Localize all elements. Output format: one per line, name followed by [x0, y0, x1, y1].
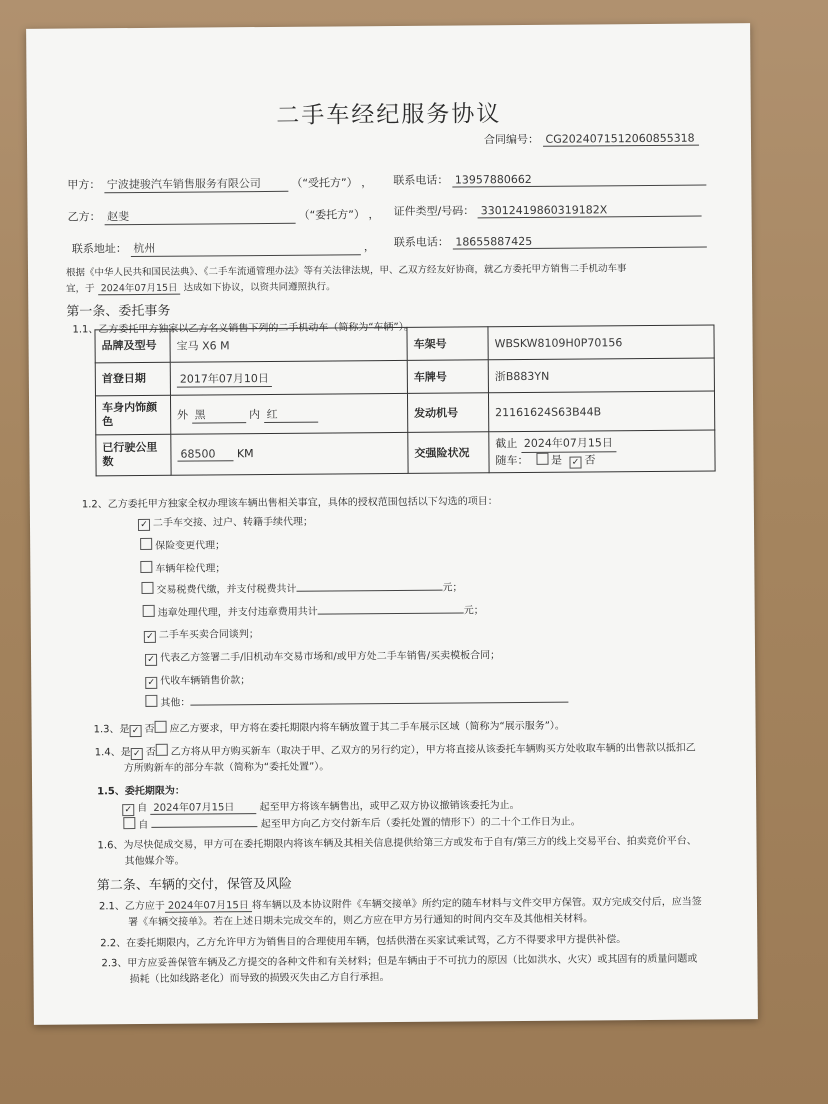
- party-a-phone-row: [393, 170, 706, 188]
- clause-2-1-text-a: 2.1、乙方应于: [98, 900, 165, 913]
- clause-1-4-no-checkbox[interactable]: [156, 744, 168, 756]
- insurance-no-label: 否: [584, 452, 596, 466]
- party-b-name: 赵斐: [104, 207, 295, 225]
- clause-1-3-yes-checkbox[interactable]: ✓: [129, 725, 141, 737]
- preamble-line-1: 根据《中华人民共和国民法典》、《二手车流通管理办法》等有关法律法规，甲、乙双方经友好协商，就乙方委托甲方销售二手机动车事: [65, 263, 627, 279]
- mileage-unit: KM: [236, 447, 254, 461]
- reg-date-value: 2017年07月10日: [177, 369, 272, 387]
- option-checkbox[interactable]: ✓: [144, 631, 156, 643]
- contract-number-row: [484, 130, 699, 148]
- vin-value: WBSKW8109H0P70156: [488, 325, 714, 360]
- brand-value: 宝马 X6 M: [170, 327, 407, 362]
- party-a-label: 甲方：: [67, 178, 101, 192]
- contract-number-label: 合同编号：: [483, 132, 540, 147]
- color-label: 车身内饰颜色: [95, 395, 170, 435]
- clause-1-3-no-checkbox[interactable]: [154, 721, 166, 733]
- tax-amount-blank[interactable]: [297, 590, 443, 592]
- option-text: 违章处理代理，并支付违章费用共计: [157, 606, 318, 619]
- clause-2-1-line-2: 署《车辆交接单》。若在上述日期未完成交车的，则乙方应在甲方另行通知的时间内交车及其他相关材料。: [128, 913, 594, 929]
- insurance-yes-checkbox[interactable]: [536, 452, 548, 464]
- party-b-address-label: 联系地址：: [71, 242, 127, 256]
- clause-1-1: 1.1、乙方委托甲方独家以乙方名义销售下列的二手机动车（简称为“车辆”）。: [72, 321, 414, 336]
- clause-1-3-yes: 是: [119, 724, 130, 736]
- plate-value: 浙B883YN: [488, 358, 714, 393]
- clause-1-3-no: 否: [144, 723, 155, 735]
- term-1-prefix: 自: [137, 802, 148, 815]
- clause-1-6-line-1: 1.6、为尽快促成交易，甲方可在委托期限内将该车辆及其相关信息提供给第三方或发布于自有/第三方的线上交易平台、拍卖竞价平台、: [97, 835, 697, 852]
- clause-1-4-text-1: 乙方将从甲方购买新车（取决于甲、乙双方的另行约定），甲方将直接从该委托车辆购买方处收取车辆的出售款以抵扣乙: [170, 742, 696, 758]
- option-suffix: 元；: [463, 605, 484, 617]
- party-a-name: 宁波捷骏汽车销售服务有限公司: [104, 175, 288, 193]
- option-text: 其他：: [160, 697, 191, 709]
- term-2-date-blank[interactable]: [152, 826, 258, 828]
- clause-1-4-yes: 是: [120, 747, 131, 759]
- engine-value: 21161624S63B44B: [488, 391, 714, 432]
- reg-date-cell: [170, 360, 407, 395]
- option-text: 车辆年检代理；: [155, 563, 226, 575]
- table-row: [96, 430, 715, 476]
- contract-number: CG2024071512060855318: [542, 132, 698, 147]
- term-1-checkbox[interactable]: ✓: [122, 804, 134, 816]
- inner-color-value: 红: [264, 405, 318, 422]
- clause-2-1-text-b: 将车辆以及本协议附件《车辆交接单》所约定的随车材料与文件交甲方保管。双方完成交付后，应当签: [251, 896, 702, 912]
- party-b-address: 杭州: [130, 238, 360, 257]
- party-b-id-row: [393, 201, 701, 219]
- party-b-id-label: 证件类型/号码：: [393, 204, 475, 218]
- contract-paper: [26, 23, 758, 1025]
- term-option-2: [123, 813, 580, 832]
- option-checkbox[interactable]: ✓: [145, 677, 157, 689]
- clause-1-4: [95, 739, 696, 761]
- term-2-checkbox[interactable]: [123, 817, 135, 829]
- table-row: [95, 391, 714, 435]
- party-b-phone-label: 联系电话：: [393, 235, 449, 249]
- authorization-option: [145, 646, 500, 666]
- clause-1-6-line-2: 其他媒介等。: [124, 855, 185, 868]
- clause-2-3-line-2: 损耗（比如线路老化）而导致的损毁灭失由乙方自行承担。: [129, 972, 390, 986]
- insurance-until-date: 2024年07月15日: [521, 435, 616, 453]
- mileage-value: 68500: [177, 447, 233, 461]
- option-text: 代收车辆销售价款；: [160, 675, 251, 687]
- table-row: [95, 325, 714, 363]
- option-checkbox[interactable]: [141, 582, 153, 594]
- preamble-line-2: [66, 278, 336, 295]
- plate-label: 车牌号: [407, 360, 488, 394]
- party-a-phone-label: 联系电话：: [393, 173, 449, 187]
- option-text: 交易税费代缴，并支付税费共计: [156, 583, 297, 596]
- party-b-id-number: 33012419860319182X: [478, 203, 702, 219]
- authorization-option: [140, 536, 225, 552]
- term-2-prefix: 自: [138, 819, 149, 832]
- preamble-date: 2024年07月15日: [98, 280, 181, 296]
- clause-2-3-line-1: 2.3、甲方应妥善保管车辆及乙方提交的各种文件和有关材料；但是车辆由于不可抗力的原因（比如洪水、火灾）或其固有的质量问题或: [101, 953, 698, 970]
- authorization-option: [143, 601, 484, 619]
- party-b-phone-row: [394, 232, 707, 250]
- insurance-cell: [489, 430, 715, 473]
- brand-label: 品牌及型号: [95, 329, 170, 363]
- authorization-option: [141, 578, 462, 596]
- clause-2-2: 2.2、在委托期限内，乙方允许甲方为销售目的合理使用车辆，包括供潜在买家试乘试驾，乙方不得要求甲方提供补偿。: [100, 934, 627, 950]
- reg-date-label: 首登日期: [95, 362, 170, 396]
- party-a-phone: 13957880662: [452, 172, 706, 188]
- option-checkbox[interactable]: [140, 561, 152, 573]
- authorization-option: [138, 513, 313, 531]
- option-checkbox[interactable]: ✓: [138, 519, 150, 531]
- option-text: 保险变更代理；: [155, 540, 226, 552]
- term-1-text: 起至甲方将该车辆售出，或甲乙双方协议撤销该委托为止。: [259, 800, 520, 814]
- engine-label: 发动机号: [407, 393, 488, 433]
- option-checkbox[interactable]: [145, 695, 157, 707]
- party-b-separator: ，: [368, 208, 380, 222]
- section-2-heading: 第二条、车辆的交付，保管及风险: [96, 876, 292, 894]
- clause-1-3-text: 应乙方要求，甲方将在委托期限内将车辆放置于其二手车展示区域（简称为“展示服务”）。: [169, 720, 565, 735]
- clause-2-1-date: 2024年07月15日: [165, 896, 252, 913]
- term-2-text: 起至甲方向乙方交付新车后（委托处置的情形下）的二十个工作日为止。: [260, 816, 581, 831]
- vin-label: 车架号: [407, 327, 488, 361]
- clause-1-4-yes-checkbox[interactable]: ✓: [131, 748, 143, 760]
- authorization-option: [145, 671, 250, 689]
- option-text: 代表乙方签署二手/旧机动车交易市场和/或甲方处二手车销售/买卖模板合同；: [160, 650, 501, 664]
- other-blank[interactable]: [190, 702, 568, 706]
- party-b-address-separator: ，: [363, 240, 375, 254]
- party-a-separator: ，: [361, 176, 373, 190]
- party-b-label: 乙方：: [67, 210, 101, 224]
- outer-color-value: 黑: [192, 406, 246, 423]
- clause-1-4-line-2: 方所购新车的部分车款（简称为“委托处置”）。: [123, 761, 330, 775]
- option-suffix: 元；: [442, 582, 463, 594]
- insurance-label: 交强险状况: [408, 432, 489, 474]
- mileage-label: 已行驶公里数: [96, 434, 171, 476]
- table-row: [95, 358, 714, 396]
- party-a-row: [67, 174, 372, 193]
- preamble-text-b: 达成如下协议，以资共同遵照执行。: [183, 281, 336, 294]
- option-checkbox[interactable]: ✓: [145, 654, 157, 666]
- clause-1-3: [94, 717, 565, 738]
- preamble-text-a: 宜，于: [66, 283, 95, 295]
- vehicle-info-table: [94, 324, 715, 476]
- party-a-role: （“受托方”）: [291, 176, 358, 190]
- authorization-option: [144, 625, 259, 643]
- option-text: 二手车交接、过户、转籍手续代理；: [152, 516, 314, 529]
- clause-1-3-num: 1.3、: [93, 724, 120, 736]
- party-b-phone: 18655887425: [452, 234, 706, 250]
- violation-amount-blank[interactable]: [318, 612, 464, 614]
- clause-1-4-num: 1.4、: [94, 747, 121, 759]
- authorization-option: [140, 559, 225, 575]
- option-checkbox[interactable]: [140, 538, 152, 550]
- party-b-row: [68, 206, 380, 225]
- insurance-follow-label: 随车：: [495, 453, 529, 467]
- mileage-cell: [171, 432, 408, 475]
- insurance-no-checkbox[interactable]: ✓: [569, 456, 581, 468]
- section-1-heading: 第一条、委托事务: [66, 303, 171, 320]
- insurance-until-label: 截止: [495, 436, 518, 450]
- party-b-role: （“委托方”）: [298, 208, 366, 222]
- term-1-date: 2024年07月15日: [150, 798, 256, 815]
- party-b-address-row: [72, 238, 375, 257]
- color-cell: [170, 393, 407, 434]
- option-text: 二手车买卖合同谈判；: [158, 629, 259, 641]
- clause-1-4-no: 否: [145, 746, 156, 758]
- option-checkbox[interactable]: [143, 605, 155, 617]
- outer-color-label: 外: [177, 408, 189, 422]
- clause-1-5-label: 1.5、委托期限为：: [97, 785, 185, 798]
- document-title: 二手车经纪服务协议: [276, 101, 502, 129]
- clause-1-2: 1.2、乙方委托甲方独家全权办理该车辆出售相关事宜，具体的授权范围包括以下勾选的项目：: [81, 496, 498, 511]
- inner-color-label: 内: [249, 407, 261, 421]
- authorization-option: [145, 691, 568, 709]
- insurance-yes-label: 是: [550, 453, 563, 467]
